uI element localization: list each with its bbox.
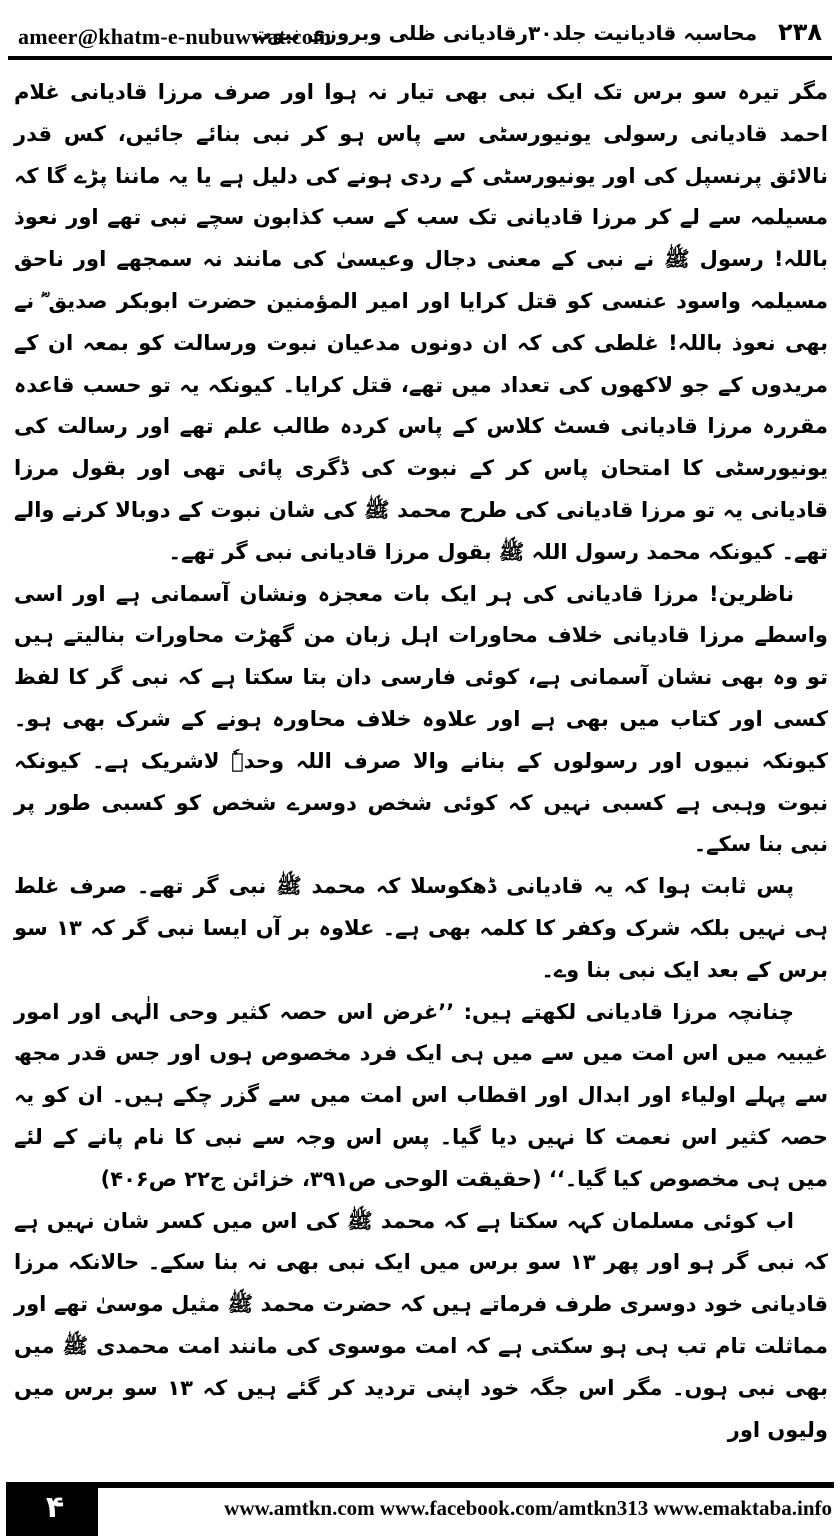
header-email: ameer@khatm-e-nubuwwat.com bbox=[18, 24, 332, 49]
paragraph: پس ثابت ہوا کہ یہ قادیانی ڈھکوسلا کہ محمد ﷺ نبی گر تھے۔ صرف غلط ہی نہیں بلکہ شرک وکفر کا کلمہ بھی ہے۔ علاوہ بر آں ایسا نبی گر کہ ۱۳ سو برس کے بعد ایک نبی بنا وے۔ bbox=[14, 874, 828, 982]
footer-rule bbox=[98, 1482, 834, 1488]
running-head bbox=[252, 18, 822, 46]
footer-page-box bbox=[6, 1482, 98, 1536]
paragraph: ناظرین! مرزا قادیانی کی ہر ایک بات معجزہ ونشان آسمانی ہے اور اسی واسطے مرزا قادیانی خلاف محاورات اہل زبان من گھڑت محاورات بنالیتے ہیں تو وہ بھی نشان آسمانی ہے، کوئی فارسی دان بتا سکتا ہے کہ نبی گر کا لفظ کسی اور کتاب میں بھی ہے اور علاوہ خلاف محاورہ ہونے کے شرک بھی ہو۔ کیونکہ نبیوں اور رسولوں کے بنانے والا صرف اللہ وحدہٗ لاشریک ہے۔ کیونکہ نبوت وہبی ہے کسبی نہیں کہ کوئی شخص دوسرے شخص کو کسبی طور پر نبی بنا سکے۔ bbox=[14, 581, 828, 857]
footer-page-number: ۴ bbox=[45, 1490, 65, 1525]
footer-urls: www.amtkn.com www.facebook.com/amtkn313 www.emaktaba.info bbox=[224, 1496, 832, 1520]
paragraph: مگر تیرہ سو برس تک ایک نبی بھی تیار نہ ہوا اور صرف مرزا قادیانی غلام احمد قادیانی رسولی یونیورسٹی سے پاس ہو کر نبی بنائے جائیں، کس قدر نالائق پرنسپل کی اور یونیورسٹی کے ردی ہونے کی دلیل ہے یا یہ ماننا پڑے گا کہ مسیلمہ سے لے کر مرزا قادیانی تک سب کے سب کذابون سچے نبی تھے اور نعوذ باللہ! رسول ﷺ نے نبی کے معنی دجال وعیسیٰ کی مانند نہ سمجھے اور ناحق مسیلمہ واسود عنسی کو قتل کرایا اور امیر المؤمنین حضرت ابوبکر صدیق ؓ نے بھی نعوذ باللہ! غلطی کی کہ ان دونوں مدعیان نبوت ورسالت کو بمعہ ان کے مریدوں کے جو لاکھوں کی تعداد میں تھے، قتل کرایا۔ کیونکہ یہ تو حسب قاعدہ مقررہ مرزا قادیانی فسٹ کلاس کے پاس کردہ طالب علم تھے اور رسالت کی یونیورسٹی کا امتحان پاس کر کے نبوت کی ڈگری پائی تھی اور بقول مرزا قادیانی یہ تو مرزا قادیانی کی طرح محمد ﷺ کی شان نبوت کے دوبالا کرنے والے تھے۔ کیونکہ محمد رسول اللہ ﷺ بقول مرزا قادیانی نبی گر تھے۔ bbox=[14, 80, 828, 564]
header-page-number: ۲۳۸ bbox=[778, 18, 822, 46]
page-header bbox=[8, 14, 832, 58]
header-title: محاسبہ قادیانیت جلد۳۰رقادیانی ظلی وبروزی نبوت bbox=[251, 21, 758, 45]
header-rule bbox=[8, 56, 832, 60]
paragraph: چنانچہ مرزا قادیانی لکھتے ہیں: ’’غرض اس حصہ کثیر وحی الٰہی اور امور غیبیہ میں اس امت میں سے میں ہی ایک فرد مخصوص ہوں اور جس قدر مجھ سے پہلے اولیاء اور ابدال اور اقطاب اس امت میں سے گزر چکے ہیں۔ ان کو یہ حصہ کثیر اس نعمت کا نہیں دیا گیا۔ پس اس وجہ سے نبی کا نام پانے کے لئے میں ہی مخصوص کیا گیا۔‘‘ (حقیقت الوحی ص۳۹۱، خزائن ج۲۲ ص۴۰۶) bbox=[14, 999, 828, 1191]
page-footer bbox=[6, 1482, 834, 1536]
body-text bbox=[14, 72, 828, 1502]
paragraph: اب کوئی مسلمان کہہ سکتا ہے کہ محمد ﷺ کی اس میں کسر شان نہیں ہے کہ نبی گر ہو اور پھر ۱۳ سو برس میں ایک نبی بھی نہ بنا سکے۔ حالانکہ مرزا قادیانی خود دوسری طرف فرماتے ہیں کہ حضرت محمد ﷺ مثیل موسیٰ تھے اور مماثلت تام تب ہی ہو سکتی ہے کہ امت موسوی کی مانند امت محمدی ﷺ میں بھی نبی ہوں۔ مگر اس جگہ خود اپنی تردید کر گئے ہیں کہ ۱۳ سو برس میں ولیوں اور bbox=[14, 1208, 828, 1442]
